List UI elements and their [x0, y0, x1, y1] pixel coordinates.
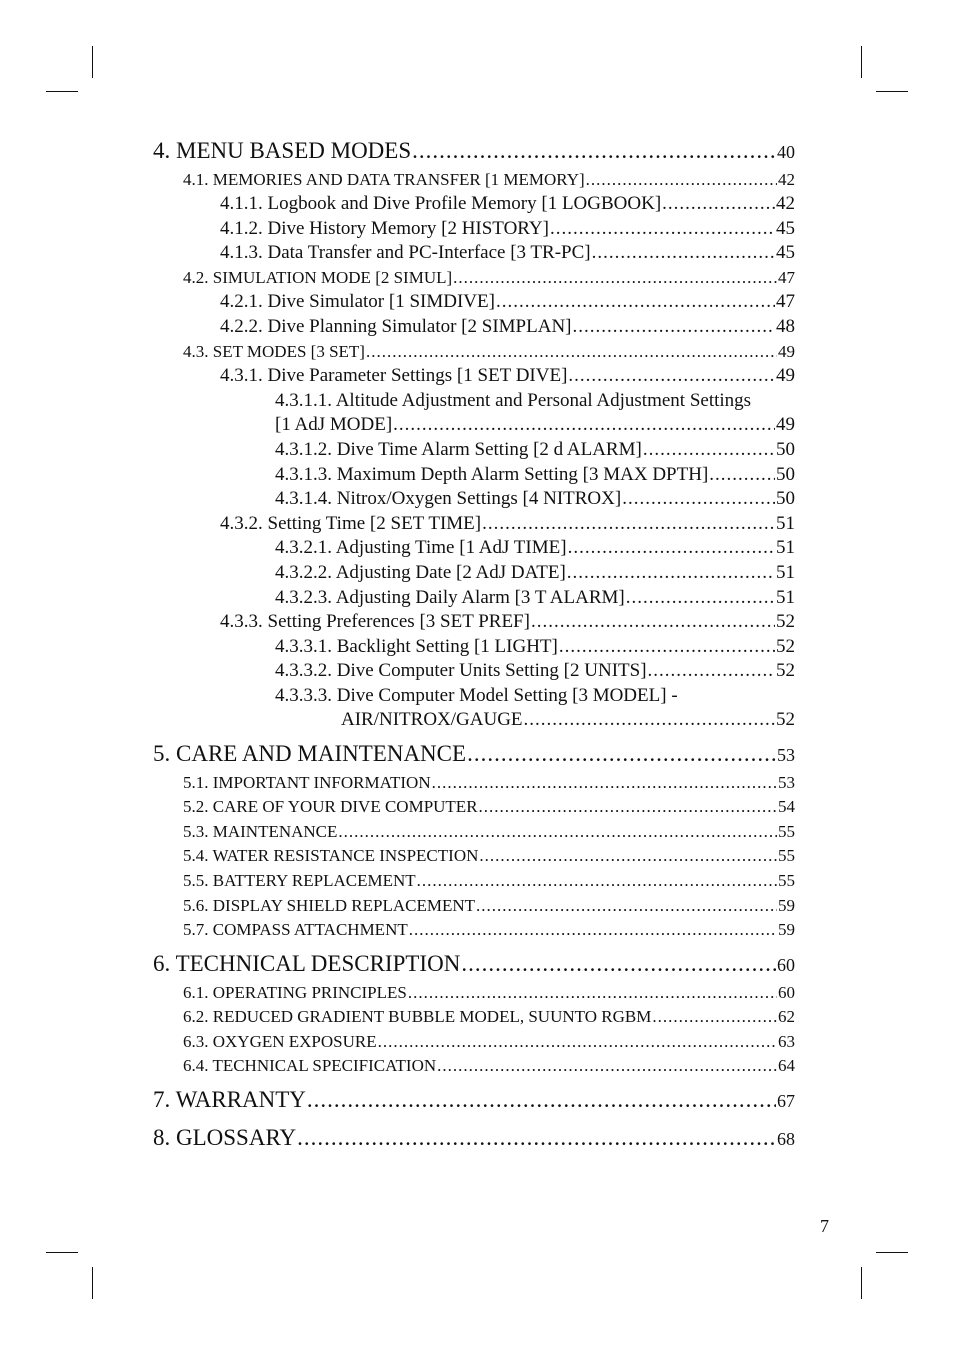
leader-dots: [662, 193, 775, 215]
toc-entry-label: AIR/NITROX/GAUGE: [341, 709, 523, 730]
toc-entry-page: 51: [776, 513, 795, 534]
toc-entry-label: 4.3.1. Dive Parameter Settings [1 SET DIVE]: [220, 365, 568, 386]
toc-entry-page: 49: [778, 342, 795, 361]
toc-entry-label: 4.3.2. Setting Time [2 SET TIME]: [220, 513, 482, 534]
toc-entry-label: 6.1. OPERATING PRINCIPLES: [183, 983, 407, 1002]
leader-dots: [709, 464, 775, 486]
toc-entry-label: 5.3. MAINTENANCE: [183, 822, 338, 841]
toc-entry[interactable]: [153, 138, 795, 164]
leader-dots: [338, 822, 777, 842]
toc-entry[interactable]: [183, 342, 795, 362]
leader-dots: [652, 1007, 777, 1027]
leader-dots: [573, 316, 776, 338]
toc-entry-label: 5.6. DISPLAY SHIELD REPLACEMENT: [183, 896, 476, 915]
leader-dots: [482, 513, 775, 535]
toc-entry-page: 55: [778, 871, 795, 890]
toc-entry-page: 47: [778, 268, 795, 287]
toc-entry-page: 51: [776, 537, 795, 558]
toc-entry-page: 63: [778, 1032, 795, 1051]
toc-entry-label: 4.1.3. Data Transfer and PC-Interface [3 TR-PC]: [220, 242, 591, 263]
leader-dots: [409, 920, 777, 940]
toc-entry-page: 59: [778, 896, 795, 915]
toc-entry-page: 45: [776, 242, 795, 263]
toc-entry-page: 50: [776, 488, 795, 509]
toc-entry[interactable]: [220, 611, 795, 633]
toc-entry-label: 4.3.3.1. Backlight Setting [1 LIGHT]: [275, 636, 558, 657]
leader-dots: [559, 636, 775, 658]
leader-dots: [622, 488, 775, 510]
leader-dots: [461, 951, 776, 977]
toc-entry[interactable]: [183, 773, 795, 793]
toc-entry[interactable]: [275, 439, 795, 461]
toc-entry-page: 51: [776, 562, 795, 583]
toc-entry-label: 6. TECHNICAL DESCRIPTION: [153, 951, 461, 976]
crop-mark: [861, 46, 862, 78]
toc-entry-page: 62: [778, 1007, 795, 1026]
leader-dots: [592, 242, 775, 264]
crop-mark: [876, 91, 908, 92]
leader-dots: [550, 218, 775, 240]
leader-dots: [453, 268, 777, 288]
toc-entry[interactable]: [275, 414, 795, 436]
toc-entry-page: 52: [776, 636, 795, 657]
toc-entry[interactable]: [275, 464, 795, 486]
toc-entry[interactable]: [275, 488, 795, 510]
leader-dots: [524, 709, 775, 731]
toc-entry[interactable]: [183, 1007, 795, 1027]
toc-entry[interactable]: [183, 846, 795, 866]
toc-entry-page: 50: [776, 439, 795, 460]
toc-entry-label: 8. GLOSSARY: [153, 1125, 297, 1150]
toc-entry-page: 48: [776, 316, 795, 337]
toc-entry-label: 5.4. WATER RESISTANCE INSPECTION: [183, 846, 479, 865]
toc-entry-label: 5.2. CARE OF YOUR DIVE COMPUTER: [183, 797, 478, 816]
crop-mark: [92, 1267, 93, 1299]
toc-entry-label: 4.3.1.4. Nitrox/Oxygen Settings [4 NITROX]: [275, 488, 622, 509]
toc-entry[interactable]: [183, 1032, 795, 1052]
toc-entry-page: 68: [777, 1129, 795, 1149]
toc-entry[interactable]: [220, 316, 795, 338]
toc-entry[interactable]: [275, 587, 795, 609]
toc-entry-page: 49: [776, 365, 795, 386]
toc-entry-page: 52: [776, 611, 795, 632]
toc-entry-label: 4.3.3.2. Dive Computer Units Setting [2 UNITS]: [275, 660, 647, 681]
toc-entry[interactable]: [153, 951, 795, 977]
leader-dots: [467, 741, 776, 767]
toc-entry[interactable]: [183, 1056, 795, 1076]
toc-entry-label: 5.7. COMPASS ATTACHMENT: [183, 920, 408, 939]
leader-dots: [297, 1125, 776, 1151]
toc-entry[interactable]: [275, 660, 795, 682]
toc-entry-label: 5.1. IMPORTANT INFORMATION: [183, 773, 431, 792]
leader-dots: [437, 1056, 777, 1076]
crop-mark: [46, 1252, 78, 1253]
toc-entry[interactable]: [220, 291, 795, 313]
leader-dots: [648, 660, 775, 682]
toc-entry-label: 4.1.1. Logbook and Dive Profile Memory [1 LOGBOOK]: [220, 193, 662, 214]
toc-entry[interactable]: [341, 709, 795, 731]
toc-entry-label: 4.3.1.3. Maximum Depth Alarm Setting [3 MAX DPTH]: [275, 464, 709, 485]
toc-entry-page: 42: [778, 170, 795, 189]
toc-entry[interactable]: [275, 537, 795, 559]
toc-entry-label: 4.3.3. Setting Preferences [3 SET PREF]: [220, 611, 530, 632]
toc-entry-page: 53: [778, 773, 795, 792]
leader-dots: [626, 587, 775, 609]
leader-dots: [432, 773, 777, 793]
toc-entry[interactable]: [220, 242, 795, 264]
toc-entry-page: 51: [776, 587, 795, 608]
leader-dots: [479, 846, 777, 866]
toc-entry[interactable]: [183, 920, 795, 940]
toc-entry[interactable]: [183, 170, 795, 190]
toc-entry-label: 4.1. MEMORIES AND DATA TRANSFER [1 MEMORY]: [183, 170, 585, 189]
toc-entry-label: 4.3.1.2. Dive Time Alarm Setting [2 d ALARM]: [275, 439, 642, 460]
toc-entry-label: 4.3.2.2. Adjusting Date [2 AdJ DATE]: [275, 562, 566, 583]
leader-dots: [479, 797, 777, 817]
toc-entry-label: 4.3.2.1. Adjusting Time [1 AdJ TIME]: [275, 537, 567, 558]
leader-dots: [366, 342, 777, 362]
leader-dots: [408, 983, 777, 1003]
leader-dots: [496, 291, 775, 313]
toc-entry[interactable]: [275, 636, 795, 658]
leader-dots: [567, 562, 775, 584]
leader-dots: [307, 1087, 776, 1113]
toc-entry-label: 4. MENU BASED MODES: [153, 138, 412, 163]
toc-entry-page: 60: [778, 983, 795, 1002]
toc-entry-label: 4.2.2. Dive Planning Simulator [2 SIMPLAN]: [220, 316, 572, 337]
toc-entry-page: 52: [776, 709, 795, 730]
page-number: 7: [820, 1216, 829, 1236]
leader-dots: [476, 896, 777, 916]
leader-dots: [412, 138, 776, 164]
toc-entry-page: 54: [778, 797, 795, 816]
leader-dots: [393, 414, 775, 436]
toc-entry-page: 59: [778, 920, 795, 939]
toc-entry-page: 40: [777, 142, 795, 162]
toc-entry-label: 6.4. TECHNICAL SPECIFICATION: [183, 1056, 437, 1075]
leader-dots: [531, 611, 775, 633]
toc-entry[interactable]: [220, 365, 795, 387]
toc-entry[interactable]: [153, 741, 795, 767]
leader-dots: [643, 439, 775, 461]
toc-entry-label: 5.5. BATTERY REPLACEMENT: [183, 871, 416, 890]
toc-entry[interactable]: [220, 218, 795, 240]
toc-entry-page: 52: [776, 660, 795, 681]
toc-entry-page: 55: [778, 846, 795, 865]
toc-entry-page: 50: [776, 464, 795, 485]
toc-entry-label: 4.2. SIMULATION MODE [2 SIMUL]: [183, 268, 453, 287]
toc-entry-page: 67: [777, 1091, 795, 1111]
toc-entry-label: 7. WARRANTY: [153, 1087, 306, 1112]
toc-entry[interactable]: [183, 896, 795, 916]
toc-entry-page: 47: [776, 291, 795, 312]
toc-entry[interactable]: [153, 1125, 795, 1151]
crop-mark: [861, 1267, 862, 1299]
toc-entry-page: 53: [777, 745, 795, 765]
toc-entry-page: 55: [778, 822, 795, 841]
toc-entry-label[interactable]: 4.3.3.3. Dive Computer Model Setting [3 MODEL] -: [275, 685, 678, 706]
toc-entry-label: 4.3. SET MODES [3 SET]: [183, 342, 365, 361]
leader-dots: [568, 537, 775, 559]
toc-entry-label: 4.2.1. Dive Simulator [1 SIMDIVE]: [220, 291, 495, 312]
toc-entry-label: 5. CARE AND MAINTENANCE: [153, 741, 467, 766]
leader-dots: [586, 170, 777, 190]
toc-entry-page: 60: [777, 955, 795, 975]
toc-entry[interactable]: [275, 562, 795, 584]
leader-dots: [378, 1032, 777, 1052]
toc-entry[interactable]: [153, 1087, 795, 1113]
toc-entry-page: 45: [776, 218, 795, 239]
toc-entry[interactable]: [220, 513, 795, 535]
toc-entry-label: [1 AdJ MODE]: [275, 414, 393, 435]
toc-entry-label: 6.3. OXYGEN EXPOSURE: [183, 1032, 377, 1051]
crop-mark: [876, 1252, 908, 1253]
toc-entry-page: 49: [776, 414, 795, 435]
toc-entry[interactable]: [220, 193, 795, 215]
toc-entry-page: 42: [776, 193, 795, 214]
leader-dots: [417, 871, 777, 891]
toc-entry-label: 6.2. REDUCED GRADIENT BUBBLE MODEL, SUUNTO RGBM: [183, 1007, 652, 1026]
toc-entry-label: 4.3.2.3. Adjusting Daily Alarm [3 T ALARM]: [275, 587, 625, 608]
leader-dots: [568, 365, 775, 387]
toc-entry[interactable]: [183, 268, 795, 288]
toc-entry[interactable]: [183, 871, 795, 891]
crop-mark: [92, 46, 93, 78]
toc-entry[interactable]: [183, 822, 795, 842]
toc-entry-page: 64: [778, 1056, 795, 1075]
crop-mark: [46, 91, 78, 92]
toc-entry-label[interactable]: 4.3.1.1. Altitude Adjustment and Personal Adjustment Settings: [275, 390, 752, 411]
toc-entry[interactable]: [183, 797, 795, 817]
toc-entry[interactable]: [183, 983, 795, 1003]
toc-entry-label: 4.1.2. Dive History Memory [2 HISTORY]: [220, 218, 549, 239]
